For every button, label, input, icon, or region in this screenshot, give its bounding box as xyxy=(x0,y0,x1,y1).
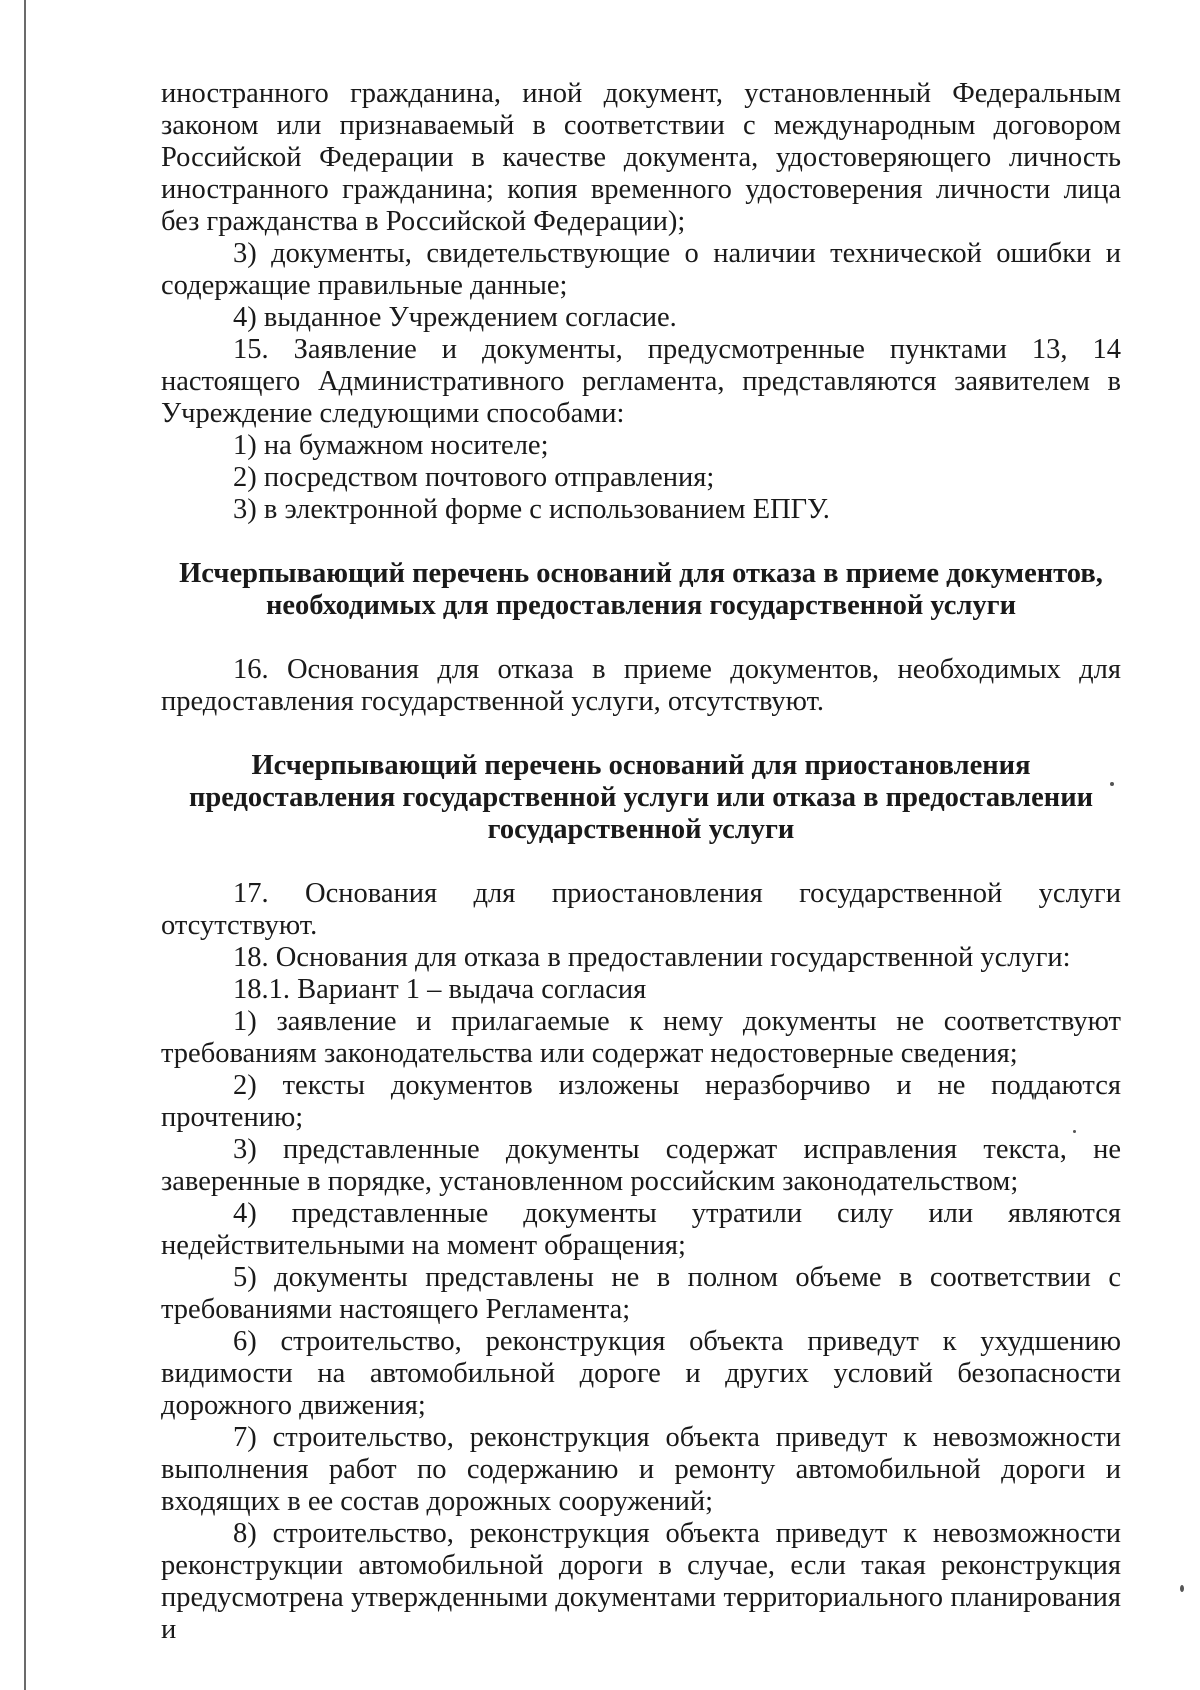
refusal-item-8: 8) строительство, реконструкция объекта приведут к невозможности реконструкции автомобильной дороги в случае, если такая реконструкция предусмотрена утвержденными документами территориального планирования и xyxy=(161,1518,1121,1645)
method-item-3: 3) в электронной форме с использованием ЕПГУ. xyxy=(233,494,830,525)
heading-line: предоставления государственной услуги или отказа в предоставлении xyxy=(188,782,1094,813)
scan-speck xyxy=(1180,1585,1184,1592)
paragraph-17: 17. Основания для приостановления государственной услуги отсутствуют. xyxy=(161,878,1121,941)
refusal-item-1: 1) заявление и прилагаемые к нему документы не соответствуют требованиям законодательства или содержат недостоверные сведения; xyxy=(161,1006,1121,1069)
refusal-item-5: 5) документы представлены не в полном объеме в соответствии с требованиями настоящего Регламента; xyxy=(161,1262,1121,1325)
heading-line: государственной услуги xyxy=(487,814,795,845)
paragraph-15: 15. Заявление и документы, предусмотренные пунктами 13, 14 настоящего Административного регламента, представляются заявителем в Учреждение следующими способами: xyxy=(161,334,1121,429)
refusal-item-6: 6) строительство, реконструкция объекта приведут к ухудшению видимости на автомобильной дороге и других условий безопасности дорожного движения; xyxy=(161,1326,1121,1421)
paragraph-18: 18. Основания для отказа в предоставлении государственной услуги: xyxy=(233,942,1071,973)
method-item-1: 1) на бумажном носителе; xyxy=(233,430,549,461)
list-item-3-technical-error: 3) документы, свидетельствующие о наличии технической ошибки и содержащие правильные данные; xyxy=(161,238,1121,301)
paragraph-identity-docs: иностранного гражданина, иной документ, установленный Федеральным законом или признаваемый в соответствии с международным договором Российской Федерации в качестве документа, удостоверяющего личность иностранного гражданина; копия временного удостоверения личности лица без гражданства в Российской Федерации); xyxy=(161,78,1121,237)
page-content xyxy=(161,78,1121,1646)
scan-speck xyxy=(1110,782,1114,786)
heading-line: Исчерпывающий перечень оснований для приостановления xyxy=(251,750,1031,781)
paragraph-16: 16. Основания для отказа в приеме документов, необходимых для предоставления государственной услуги, отсутствуют. xyxy=(161,654,1121,717)
refusal-item-3: 3) представленные документы содержат исправления текста, не заверенные в порядке, установленном российским законодательством; xyxy=(161,1134,1121,1197)
method-item-2: 2) посредством почтового отправления; xyxy=(233,462,715,493)
refusal-item-7: 7) строительство, реконструкция объекта приведут к невозможности выполнения работ по содержанию и ремонту автомобильной дороги и входящих в ее состав дорожных сооружений; xyxy=(161,1422,1121,1517)
list-item-4-consent: 4) выданное Учреждением согласие. xyxy=(233,302,677,333)
heading-line: Исчерпывающий перечень оснований для отказа в приеме документов, xyxy=(179,558,1103,589)
scan-speck xyxy=(1073,1130,1076,1133)
heading-line: необходимых для предоставления государственной услуги xyxy=(265,590,1017,621)
refusal-item-2: 2) тексты документов изложены неразборчиво и не поддаются прочтению; xyxy=(161,1070,1121,1133)
section-heading-refusal-acceptance xyxy=(161,558,1121,622)
scan-left-edge xyxy=(24,0,26,1690)
section-heading-suspension-refusal xyxy=(161,750,1121,846)
paragraph-18-1: 18.1. Вариант 1 – выдача согласия xyxy=(233,974,647,1005)
refusal-item-4: 4) представленные документы утратили силу или являются недействительными на момент обращения; xyxy=(161,1198,1121,1261)
